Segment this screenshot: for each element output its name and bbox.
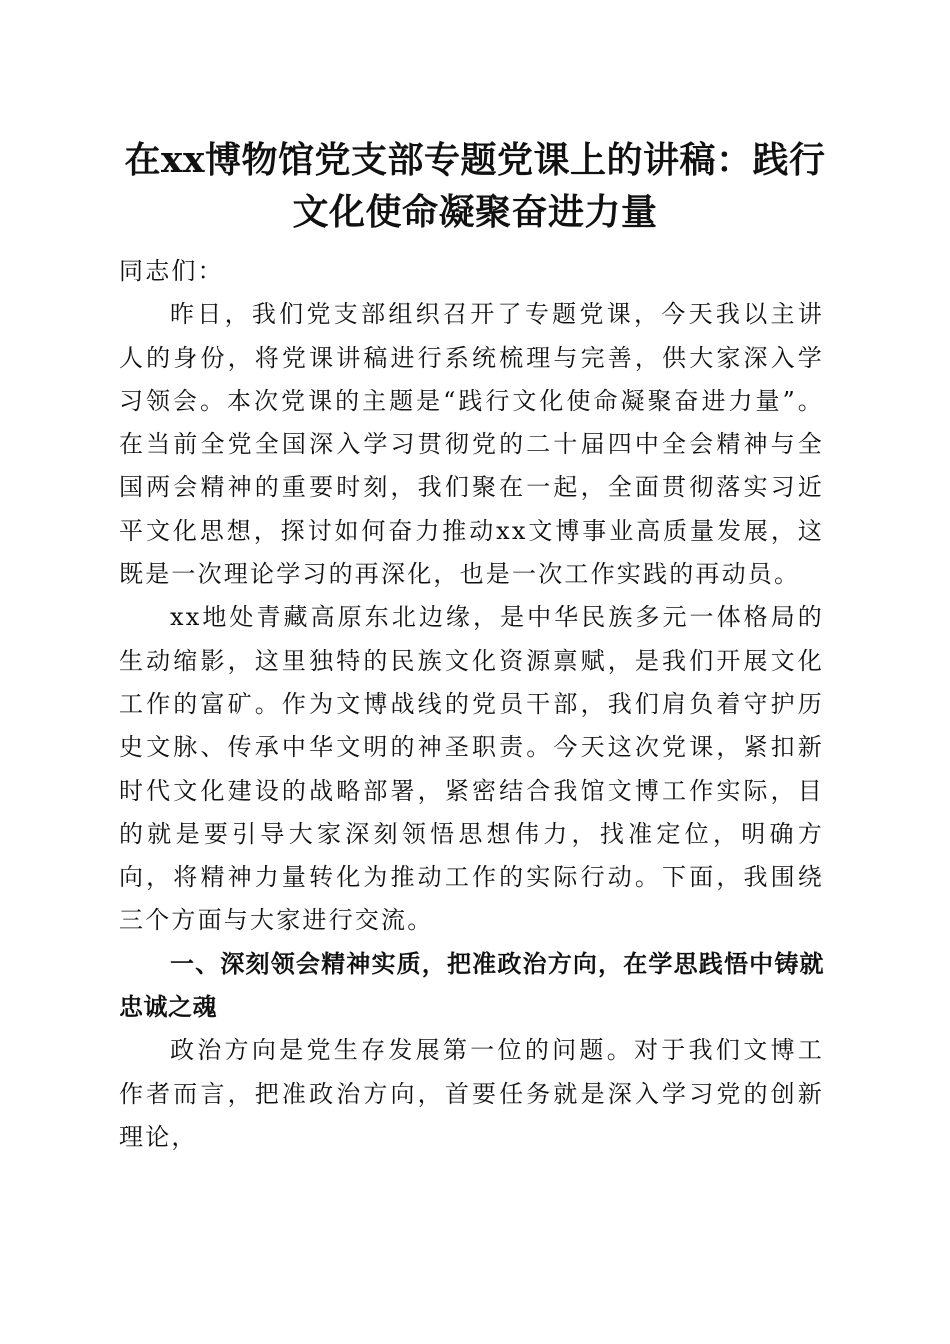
document-body	[119, 250, 824, 1159]
salutation: 同志们：	[119, 257, 224, 285]
document-title	[100, 134, 850, 238]
paragraph-background: xx地处青藏高原东北边缘，是中华民族多元一体格局的生动缩影，这里独特的民族文化资源禀赋，是我们开展文化工作的富矿。作为文博战线的党员干部，我们肩负着守护历史文脉、传承中华文明的神圣职责。今天这次党课，紧扣新时代文化建设的战略部署，紧密结合我馆文博工作实际，目的就是要引导大家深刻领悟思想伟力，找准定位，明确方向，将精神力量转化为推动工作的实际行动。下面，我围绕三个方面与大家进行交流。	[119, 603, 824, 935]
title-line-2: 文化使命凝聚奋进力量	[292, 191, 658, 233]
paragraph-intro: 昨日，我们党支部组织召开了专题党课，今天我以主讲人的身份，将党课讲稿进行系统梳理与完善，供大家深入学习领会。本次党课的主题是“践行文化使命凝聚奋进力量”。在当前全党全国深入学习贯彻党的二十届四中全会精神与全国两会精神的重要时刻，我们聚在一起，全面贯彻落实习近平文化思想，探讨如何奋力推动xx文博事业高质量发展，这既是一次理论学习的再深化，也是一次工作实践的再动员。	[119, 300, 824, 589]
section-heading-1: 一、深刻领会精神实质，把准政治方向，在学思践悟中铸就忠诚之魂	[119, 949, 824, 1022]
title-line-1: 在xx博物馆党支部专题党课上的讲稿：践行	[124, 139, 826, 181]
section-1-paragraph: 政治方向是党生存发展第一位的问题。对于我们文博工作者而言，把准政治方向，首要任务就是深入学习党的创新理论，	[119, 1036, 824, 1151]
